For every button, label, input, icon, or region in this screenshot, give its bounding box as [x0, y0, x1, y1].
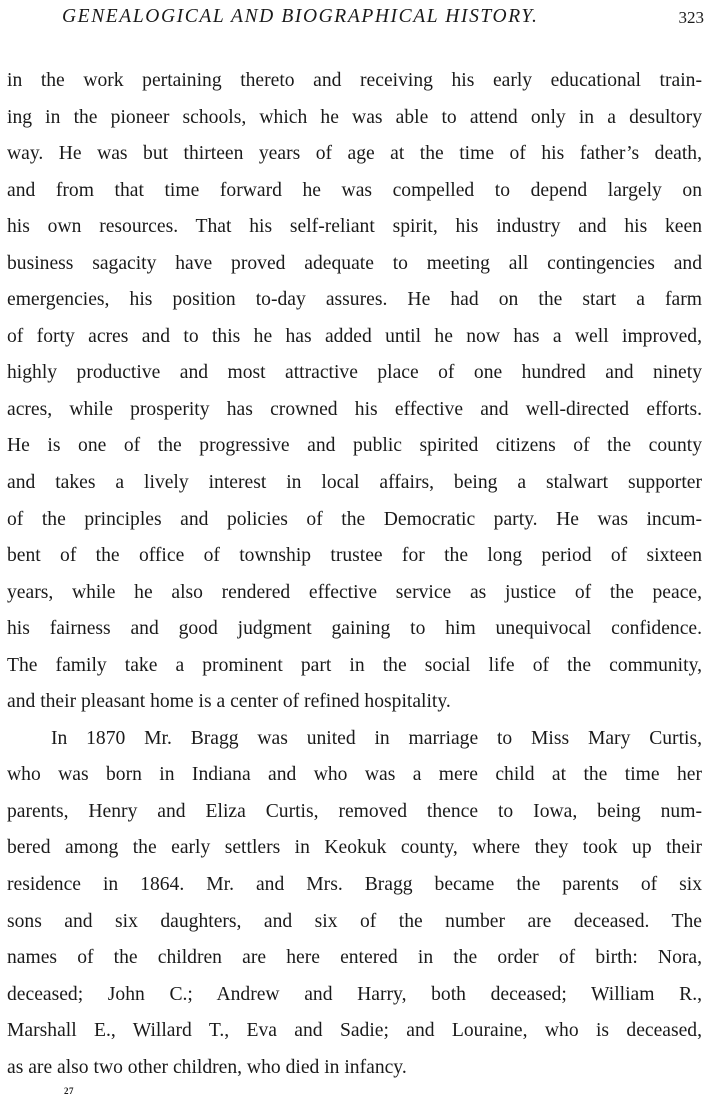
text-line: acres, while prosperity has crowned his effective and well-directed efforts. [7, 398, 702, 420]
text-line: years, while he also rendered effective service as justice of the peace, [7, 581, 702, 603]
text-line: bent of the office of township trustee for the long period of sixteen [7, 545, 702, 567]
body-text [7, 63, 702, 1086]
text-line: of forty acres and to this he has added until he now has a well improved, [7, 325, 702, 347]
text-line: In 1870 Mr. Bragg was united in marriage to Miss Mary Curtis, [51, 727, 702, 749]
text-line: his fairness and good judgment gaining to him unequivocal confidence. [7, 618, 702, 640]
text-line: The family take a prominent part in the social life of the community, [7, 654, 702, 676]
text-line: as are also two other children, who died in infancy. [7, 1056, 407, 1078]
text-line: emergencies, his position to-day assures. He had on the start a farm [7, 289, 702, 311]
paragraph-2 [7, 721, 702, 1086]
text-line: and from that time forward he was compelled to depend largely on [7, 179, 702, 201]
text-line: of the principles and policies of the Democratic party. He was incum- [7, 508, 702, 530]
paragraph-1 [7, 63, 702, 721]
text-line: business sagacity have proved adequate to meeting all contingencies and [7, 252, 702, 274]
text-line: names of the children are here entered in the order of birth: Nora, [7, 947, 702, 969]
text-line: his own resources. That his self-reliant spirit, his industry and his keen [7, 216, 702, 238]
text-line: sons and six daughters, and six of the number are deceased. The [7, 910, 702, 932]
text-line: in the work pertaining thereto and receiving his early educational train- [7, 70, 702, 91]
text-line: and takes a lively interest in local affairs, being a stalwart supporter [7, 472, 702, 494]
text-line: and their pleasant home is a center of refined hospitality. [7, 691, 451, 713]
text-line: deceased; John C.; Andrew and Harry, both deceased; William R., [7, 983, 702, 1005]
text-line: who was born in Indiana and who was a mere child at the time her [7, 764, 702, 786]
text-line: residence in 1864. Mr. and Mrs. Bragg became the parents of six [7, 874, 702, 896]
text-line: He is one of the progressive and public spirited citizens of the county [7, 435, 702, 457]
text-line: Marshall E., Willard T., Eva and Sadie; and Louraine, who is deceased, [7, 1020, 702, 1042]
text-line: parents, Henry and Eliza Curtis, removed thence to Iowa, being num- [7, 800, 702, 822]
text-line: way. He was but thirteen years of age at the time of his father’s death, [7, 143, 702, 165]
text-line: bered among the early settlers in Keokuk county, where they took up their [7, 837, 702, 859]
text-line: highly productive and most attractive place of one hundred and ninety [7, 362, 702, 384]
text-line: ing in the pioneer schools, which he was able to attend only in a desultory [7, 106, 702, 128]
signature-mark: 27 [64, 1086, 74, 1096]
running-title: GENEALOGICAL AND BIOGRAPHICAL HISTORY. [62, 6, 539, 27]
running-header [0, 4, 712, 34]
page-number: 323 [678, 8, 704, 27]
